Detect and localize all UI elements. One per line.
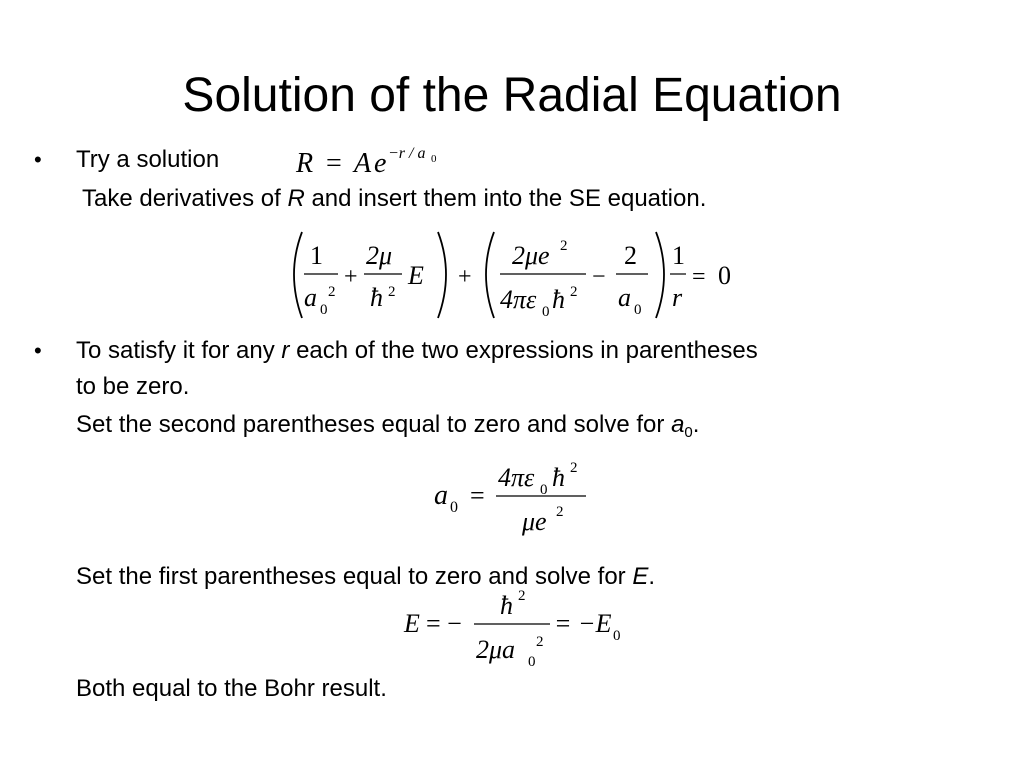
frac2-num: 2μ: [366, 241, 393, 270]
bullet-marker: •: [34, 147, 42, 172]
a0-den: μe: [522, 507, 547, 536]
a0-num-sup: 2: [570, 460, 578, 476]
frac2-sup2: 2: [388, 284, 396, 300]
E-eq1: = −: [426, 609, 462, 638]
second-paren-text: [76, 410, 699, 440]
frac3-den: 4πε: [500, 285, 537, 314]
second-paren-text-a: Set the second parentheses equal to zero and solve for: [76, 411, 672, 438]
frac4-sub0: 0: [634, 302, 642, 318]
frac3-num: 2μe: [512, 241, 550, 270]
frac3-sub0: 0: [542, 304, 550, 320]
a0-lhs: a: [434, 480, 448, 511]
frac5-r: r: [672, 283, 683, 312]
eq-E: E: [408, 261, 424, 290]
E-eq2: = −E: [554, 609, 612, 638]
try-solution-text: Try a solution: [76, 146, 220, 173]
var-E: E: [632, 563, 649, 590]
plus-2: +: [458, 264, 472, 290]
E-den-sup: 2: [536, 634, 544, 650]
eq-equals: =: [326, 148, 342, 179]
frac1-sub0: 0: [320, 302, 328, 318]
first-paren-text-b: .: [648, 563, 656, 590]
E-den: 2μa: [476, 635, 516, 664]
frac5-num: 1: [672, 241, 685, 270]
radial-equation: [288, 228, 748, 323]
a0-num-sub: 0: [540, 482, 548, 498]
to-be-zero-text: to be zero.: [76, 373, 190, 400]
eq-exponent: −r / a: [388, 145, 426, 162]
E-rhs-sub: 0: [613, 628, 621, 644]
derivatives-text: [82, 184, 706, 214]
E-num-sup: 2: [518, 588, 526, 604]
satisfy-text: [76, 336, 758, 366]
var-r: r: [281, 337, 290, 364]
paren-open-2: [486, 232, 494, 318]
first-paren-text-a: Set the first parentheses equal to zero and solve for: [76, 563, 633, 590]
bohr-result-text: Both equal to the Bohr result.: [76, 675, 387, 702]
a0-num: 4πε: [498, 463, 535, 492]
frac3-num-sup2: 2: [560, 238, 568, 254]
second-paren-text-b: .: [692, 411, 700, 438]
var-R: R: [287, 185, 305, 212]
slide-title: Solution of the Radial Equation: [182, 69, 842, 122]
satisfy-text-b: each of the two expressions in parentheses: [289, 337, 758, 364]
energy-equation: [404, 584, 634, 670]
eq-e: e: [374, 148, 387, 179]
frac1-a: a: [304, 283, 317, 312]
var-a: a: [671, 411, 685, 438]
frac1-num: 1: [310, 241, 323, 270]
paren-close-2: [656, 232, 664, 318]
E-num-hbar: ħ: [500, 591, 513, 620]
frac4-a: a: [618, 283, 631, 312]
frac3-den-sup2: 2: [570, 284, 578, 300]
E-lhs: E: [404, 609, 420, 638]
bohr-radius-equation: [432, 450, 602, 540]
eq-R: R: [296, 148, 314, 179]
derivatives-text-a: Take derivatives of: [82, 185, 288, 212]
eq-exponent-sub: 0: [431, 153, 437, 165]
derivatives-text-b: and insert them into the SE equation.: [304, 185, 707, 212]
zero: 0: [718, 261, 731, 290]
frac3-hbar: ħ: [552, 285, 565, 314]
a0-den-sup: 2: [556, 504, 564, 520]
eq-A: A: [354, 148, 372, 179]
equals: =: [692, 264, 706, 290]
trial-solution-equation: [296, 142, 466, 182]
frac2-hbar: ħ: [370, 283, 383, 312]
frac1-sup2: 2: [328, 284, 336, 300]
var-a-sub: 0: [684, 424, 693, 441]
E-den-sub: 0: [528, 654, 536, 670]
a0-num-hbar: ħ: [552, 463, 565, 492]
plus-1: +: [344, 264, 358, 290]
satisfy-text-a: To satisfy it for any: [76, 337, 282, 364]
paren-open-1: [294, 232, 302, 318]
minus: −: [592, 264, 606, 290]
frac4-num: 2: [624, 241, 637, 270]
a0-equals: =: [470, 481, 485, 510]
paren-close-1: [438, 232, 446, 318]
a0-lhs-sub: 0: [450, 499, 458, 516]
bullet-marker-2: •: [34, 338, 42, 363]
